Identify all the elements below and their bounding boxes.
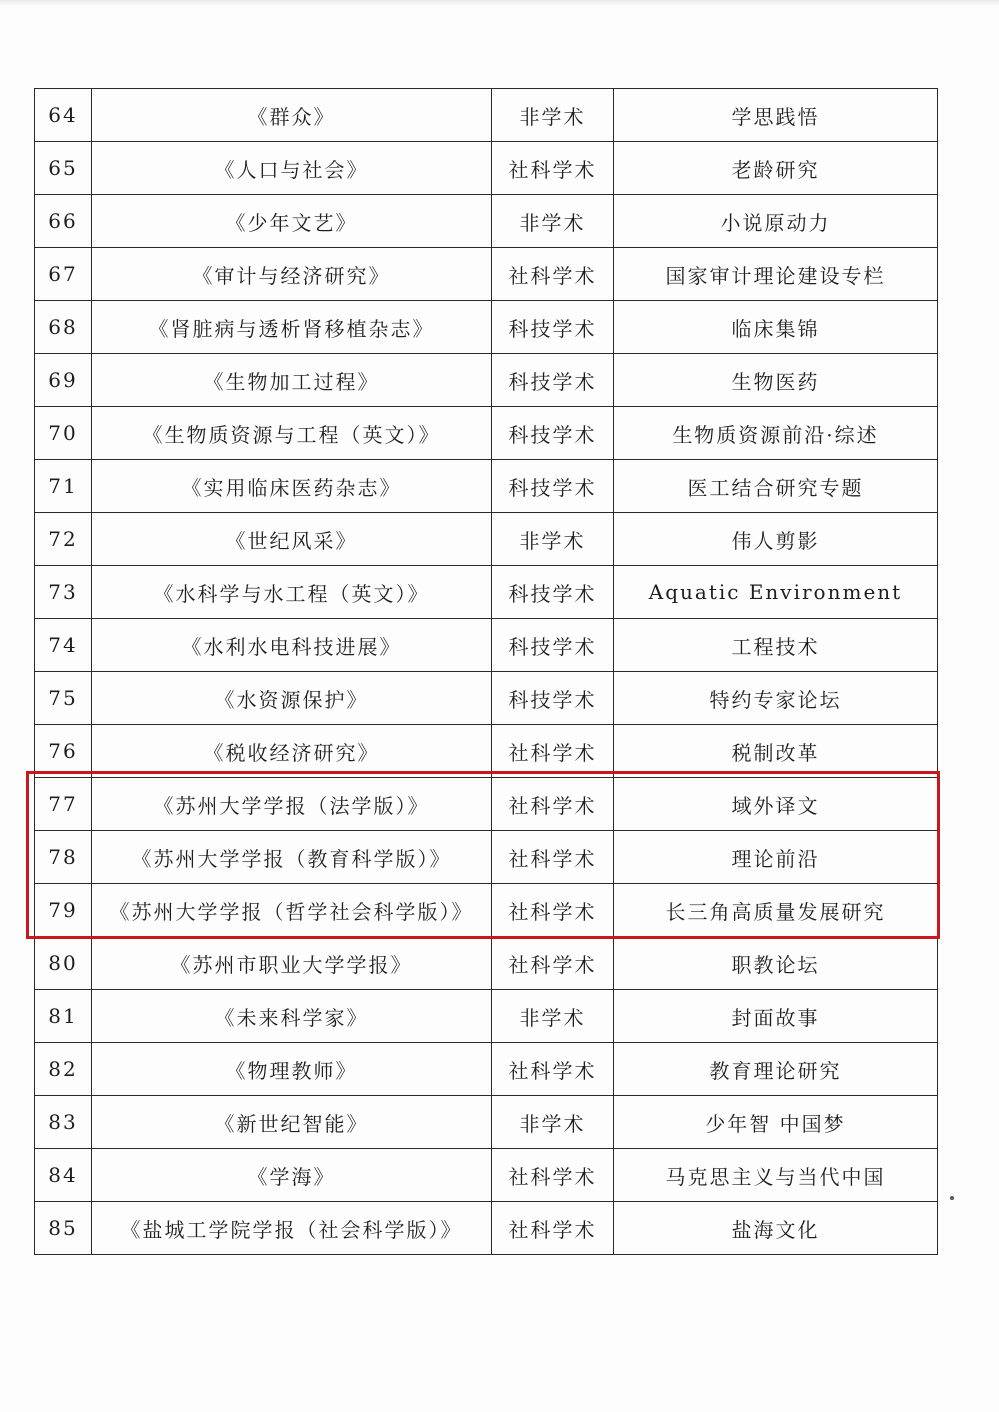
table-row bbox=[35, 1202, 938, 1255]
column-name: 少年智 中国梦 bbox=[614, 1096, 938, 1149]
scan-top-edge bbox=[0, 0, 999, 6]
column-name: 小说原动力 bbox=[614, 195, 938, 248]
journal-type: 社科学术 bbox=[492, 1149, 614, 1202]
row-number: 84 bbox=[35, 1149, 92, 1202]
row-number: 64 bbox=[35, 89, 92, 142]
journal-type: 非学术 bbox=[492, 89, 614, 142]
journal-table bbox=[34, 88, 938, 1255]
row-number: 73 bbox=[35, 566, 92, 619]
column-name: 学思践悟 bbox=[614, 89, 938, 142]
table-row bbox=[35, 672, 938, 725]
table-row bbox=[35, 990, 938, 1043]
column-name: 临床集锦 bbox=[614, 301, 938, 354]
column-name: 域外译文 bbox=[614, 778, 938, 831]
table-row bbox=[35, 248, 938, 301]
column-name: 封面故事 bbox=[614, 990, 938, 1043]
table-row bbox=[35, 1149, 938, 1202]
table-row bbox=[35, 1096, 938, 1149]
journal-type: 非学术 bbox=[492, 990, 614, 1043]
journal-name: 《群众》 bbox=[92, 89, 492, 142]
journal-name: 《税收经济研究》 bbox=[92, 725, 492, 778]
journal-name: 《盐城工学院学报（社会科学版）》 bbox=[92, 1202, 492, 1255]
journal-name: 《水利水电科技进展》 bbox=[92, 619, 492, 672]
journal-type: 科技学术 bbox=[492, 301, 614, 354]
journal-type: 科技学术 bbox=[492, 460, 614, 513]
row-number: 80 bbox=[35, 937, 92, 990]
row-number: 76 bbox=[35, 725, 92, 778]
column-name: 特约专家论坛 bbox=[614, 672, 938, 725]
row-number: 72 bbox=[35, 513, 92, 566]
journal-name: 《审计与经济研究》 bbox=[92, 248, 492, 301]
row-number: 79 bbox=[35, 884, 92, 937]
column-name: 生物医药 bbox=[614, 354, 938, 407]
table-row bbox=[35, 778, 938, 831]
row-number: 67 bbox=[35, 248, 92, 301]
journal-name: 《水科学与水工程（英文）》 bbox=[92, 566, 492, 619]
journal-name: 《苏州市职业大学学报》 bbox=[92, 937, 492, 990]
column-name: 税制改革 bbox=[614, 725, 938, 778]
journal-type: 社科学术 bbox=[492, 778, 614, 831]
journal-name: 《世纪风采》 bbox=[92, 513, 492, 566]
row-number: 70 bbox=[35, 407, 92, 460]
column-name: 教育理论研究 bbox=[614, 1043, 938, 1096]
row-number: 82 bbox=[35, 1043, 92, 1096]
table-row bbox=[35, 884, 938, 937]
table-row bbox=[35, 937, 938, 990]
journal-type: 社科学术 bbox=[492, 831, 614, 884]
journal-name: 《苏州大学学报（哲学社会科学版）》 bbox=[92, 884, 492, 937]
column-name: 马克思主义与当代中国 bbox=[614, 1149, 938, 1202]
column-name: 长三角高质量发展研究 bbox=[614, 884, 938, 937]
journal-name: 《苏州大学学报（法学版）》 bbox=[92, 778, 492, 831]
table-row bbox=[35, 407, 938, 460]
table-row bbox=[35, 195, 938, 248]
column-name: 盐海文化 bbox=[614, 1202, 938, 1255]
row-number: 66 bbox=[35, 195, 92, 248]
row-number: 81 bbox=[35, 990, 92, 1043]
journal-type: 社科学术 bbox=[492, 725, 614, 778]
table-row bbox=[35, 354, 938, 407]
journal-name: 《未来科学家》 bbox=[92, 990, 492, 1043]
journal-type: 非学术 bbox=[492, 513, 614, 566]
column-name: 理论前沿 bbox=[614, 831, 938, 884]
row-number: 75 bbox=[35, 672, 92, 725]
journal-type: 科技学术 bbox=[492, 566, 614, 619]
row-number: 77 bbox=[35, 778, 92, 831]
journal-name: 《水资源保护》 bbox=[92, 672, 492, 725]
journal-type: 社科学术 bbox=[492, 142, 614, 195]
row-number: 74 bbox=[35, 619, 92, 672]
table-row bbox=[35, 142, 938, 195]
journal-type: 科技学术 bbox=[492, 619, 614, 672]
table-row bbox=[35, 301, 938, 354]
column-name: 伟人剪影 bbox=[614, 513, 938, 566]
journal-name: 《少年文艺》 bbox=[92, 195, 492, 248]
table-row bbox=[35, 619, 938, 672]
table-row bbox=[35, 1043, 938, 1096]
journal-name: 《物理教师》 bbox=[92, 1043, 492, 1096]
column-name: Aquatic Environment bbox=[614, 566, 938, 619]
journal-type: 社科学术 bbox=[492, 884, 614, 937]
journal-name: 《人口与社会》 bbox=[92, 142, 492, 195]
row-number: 83 bbox=[35, 1096, 92, 1149]
table-row bbox=[35, 566, 938, 619]
table-row bbox=[35, 513, 938, 566]
journal-type: 社科学术 bbox=[492, 248, 614, 301]
journal-name: 《学海》 bbox=[92, 1149, 492, 1202]
journal-type: 社科学术 bbox=[492, 1043, 614, 1096]
row-number: 85 bbox=[35, 1202, 92, 1255]
scan-speck bbox=[950, 1196, 954, 1200]
journal-type: 非学术 bbox=[492, 195, 614, 248]
journal-name: 《生物加工过程》 bbox=[92, 354, 492, 407]
row-number: 69 bbox=[35, 354, 92, 407]
column-name: 生物质资源前沿·综述 bbox=[614, 407, 938, 460]
journal-name: 《新世纪智能》 bbox=[92, 1096, 492, 1149]
journal-type: 科技学术 bbox=[492, 354, 614, 407]
journal-table-body bbox=[35, 89, 938, 1255]
journal-type: 社科学术 bbox=[492, 937, 614, 990]
row-number: 78 bbox=[35, 831, 92, 884]
journal-name: 《生物质资源与工程（英文）》 bbox=[92, 407, 492, 460]
column-name: 国家审计理论建设专栏 bbox=[614, 248, 938, 301]
column-name: 工程技术 bbox=[614, 619, 938, 672]
row-number: 65 bbox=[35, 142, 92, 195]
row-number: 71 bbox=[35, 460, 92, 513]
column-name: 医工结合研究专题 bbox=[614, 460, 938, 513]
table-row bbox=[35, 89, 938, 142]
journal-type: 非学术 bbox=[492, 1096, 614, 1149]
journal-type: 社科学术 bbox=[492, 1202, 614, 1255]
table-row bbox=[35, 460, 938, 513]
column-name: 职教论坛 bbox=[614, 937, 938, 990]
journal-name: 《肾脏病与透析肾移植杂志》 bbox=[92, 301, 492, 354]
column-name: 老龄研究 bbox=[614, 142, 938, 195]
table-row bbox=[35, 725, 938, 778]
journal-type: 科技学术 bbox=[492, 672, 614, 725]
journal-type: 科技学术 bbox=[492, 407, 614, 460]
journal-name: 《实用临床医药杂志》 bbox=[92, 460, 492, 513]
journal-name: 《苏州大学学报（教育科学版）》 bbox=[92, 831, 492, 884]
table-row bbox=[35, 831, 938, 884]
row-number: 68 bbox=[35, 301, 92, 354]
